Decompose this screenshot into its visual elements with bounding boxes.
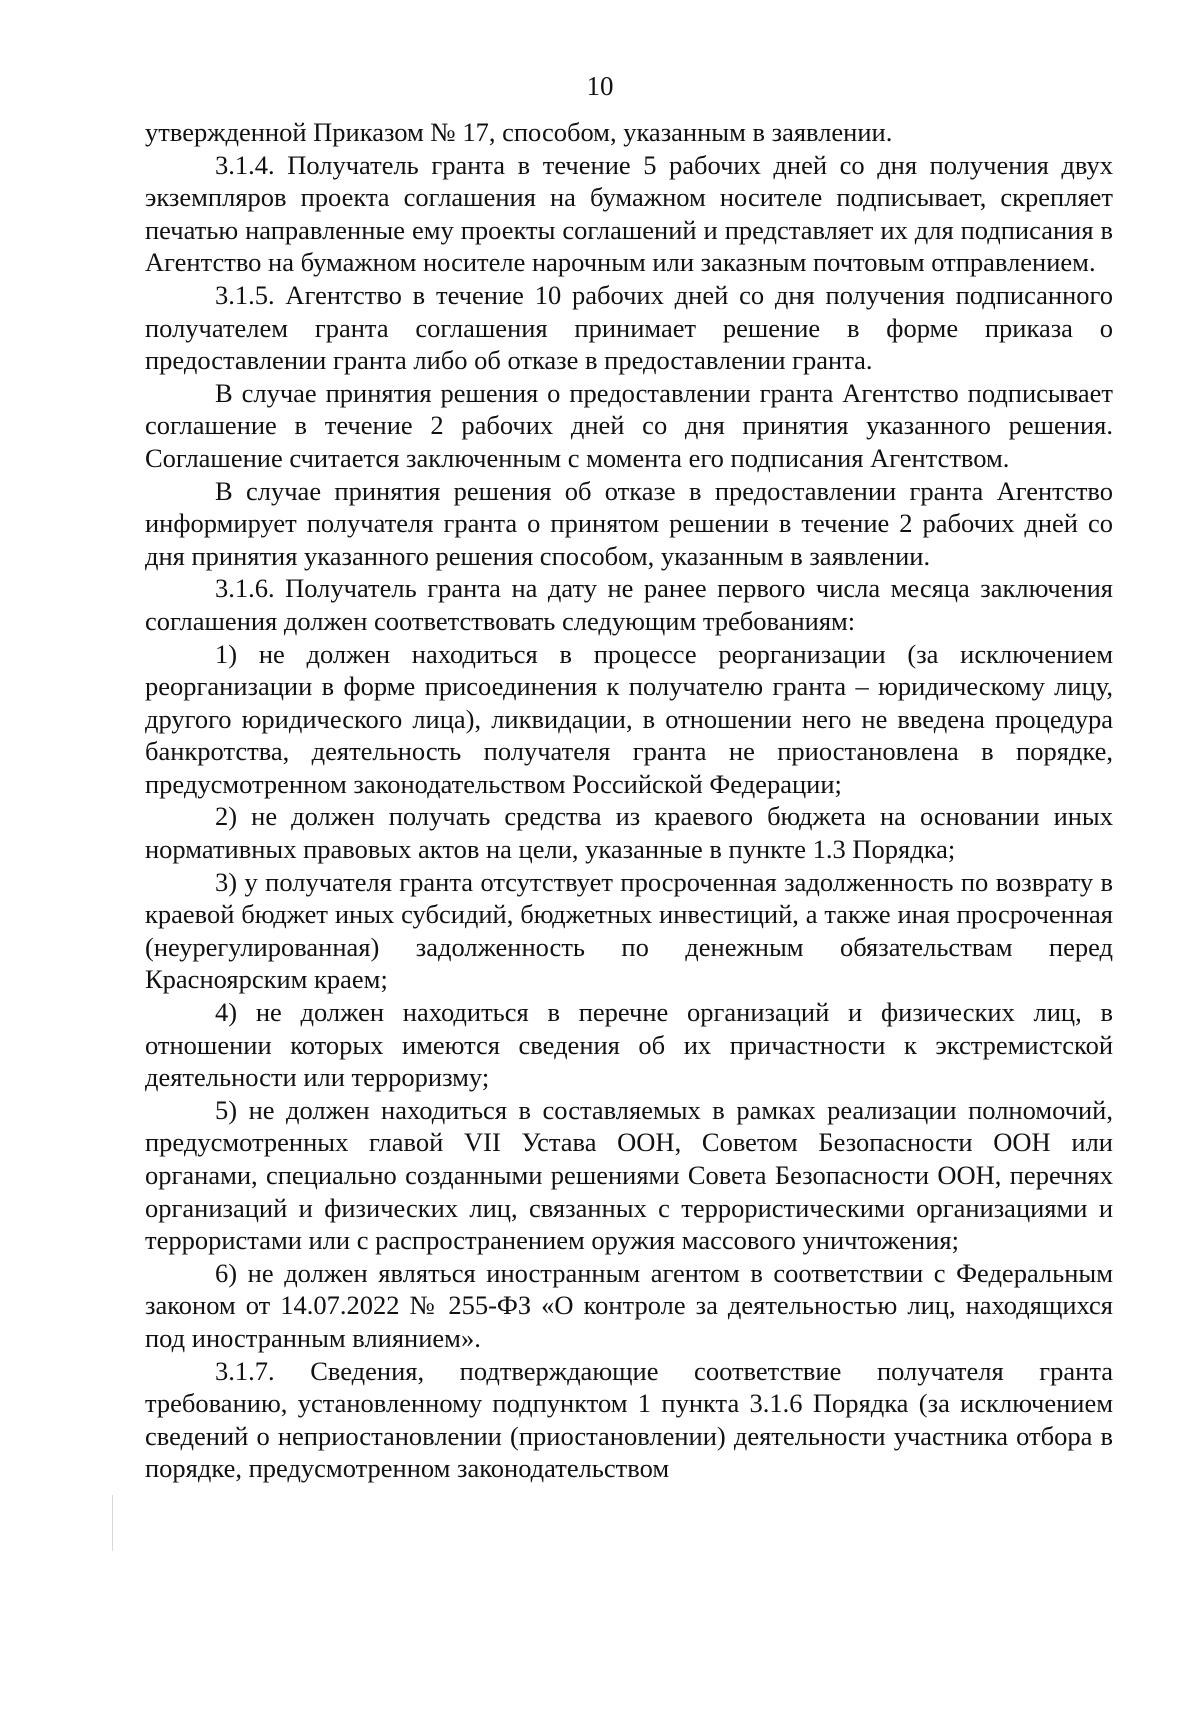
paragraph-3-1-6: 3.1.6. Получатель гранта на дату не ранее первого числа месяца заключения соглашения должен соответствовать следующим требованиям: [145, 573, 1113, 636]
document-body [145, 116, 1113, 1485]
paragraph-refusal-decision: В случае принятия решения об отказе в предоставлении гранта Агентство информирует получателя гранта о принятом решении в течение 2 рабочих дней со дня принятия указанного решения способом, указанным в заявлении. [145, 475, 1113, 571]
scan-margin-mark [112, 1495, 113, 1551]
paragraph-continuation: утвержденной Приказом № 17, способом, указанным в заявлении. [145, 117, 893, 147]
paragraph-3-1-4: 3.1.4. Получатель гранта в течение 5 рабочих дней со дня получения двух экземпляров проекта соглашения на бумажном носителе подписывает, скрепляет печатью направленные ему проекты соглашений и представляет их для подписания в Агентство на бумажном носителе нарочным или заказным почтовым отправлением. [145, 149, 1113, 278]
requirement-item-1: 1) не должен находиться в процессе реорганизации (за исключением реорганизации в форме присоединения к получателю гранта – юридическому лицу, другого юридического лица), ликвидации, в отношении него не введена процедура банкротства, деятельность получателя гранта не приостановлена в порядке, предусмотренном законодательством Российской Федерации; [145, 638, 1113, 799]
paragraph-3-1-7: 3.1.7. Сведения, подтверждающие соответствие получателя гранта требованию, установленному подпунктом 1 пункта 3.1.6 Порядка (за исключением сведений о неприостановлении (приостановлении) деятельности участника отбора в порядке, предусмотренном законодательством [145, 1355, 1113, 1484]
requirement-item-4: 4) не должен находиться в перечне организаций и физических лиц, в отношении которых имеются сведения об их причастности к экстремистской деятельности или терроризму; [145, 997, 1113, 1093]
paragraph-approval-decision: В случае принятия решения о предоставлении гранта Агентство подписывает соглашение в течение 2 рабочих дней со дня принятия указанного решения. Соглашение считается заключенным с момента его подписания Агентством. [145, 377, 1113, 473]
requirement-item-6: 6) не должен являться иностранным агентом в соответствии с Федеральным законом от 14.07.2022 № 255-ФЗ «О контроле за деятельностью лиц, находящихся под иностранным влиянием». [145, 1257, 1113, 1353]
page-number: 10 [586, 71, 614, 101]
paragraph-3-1-5: 3.1.5. Агентство в течение 10 рабочих дней со дня получения подписанного получателем гранта соглашения принимает решение в форме приказа о предоставлении гранта либо об отказе в предоставлении гранта. [145, 279, 1113, 376]
requirement-item-2: 2) не должен получать средства из краевого бюджета на основании иных нормативных правовых актов на цели, указанные в пункте 1.3 Порядка; [145, 801, 1113, 865]
requirement-item-5: 5) не должен находиться в составляемых в рамках реализации полномочий, предусмотренных главой VII Устава ООН, Советом Безопасности ООН или органами, специально созданными решениями Совета Безопасности ООН, перечнях организаций и физических лиц, связанных с террористическими организациями и террористами или с распространением оружия массового уничтожения; [145, 1094, 1113, 1256]
requirement-item-3: 3) у получателя гранта отсутствует просроченная задолженность по возврату в краевой бюджет иных субсидий, бюджетных инвестиций, а также иная просроченная (неурегулированная) задолженность по денежным обязательствам перед Красноярским краем; [145, 866, 1113, 995]
